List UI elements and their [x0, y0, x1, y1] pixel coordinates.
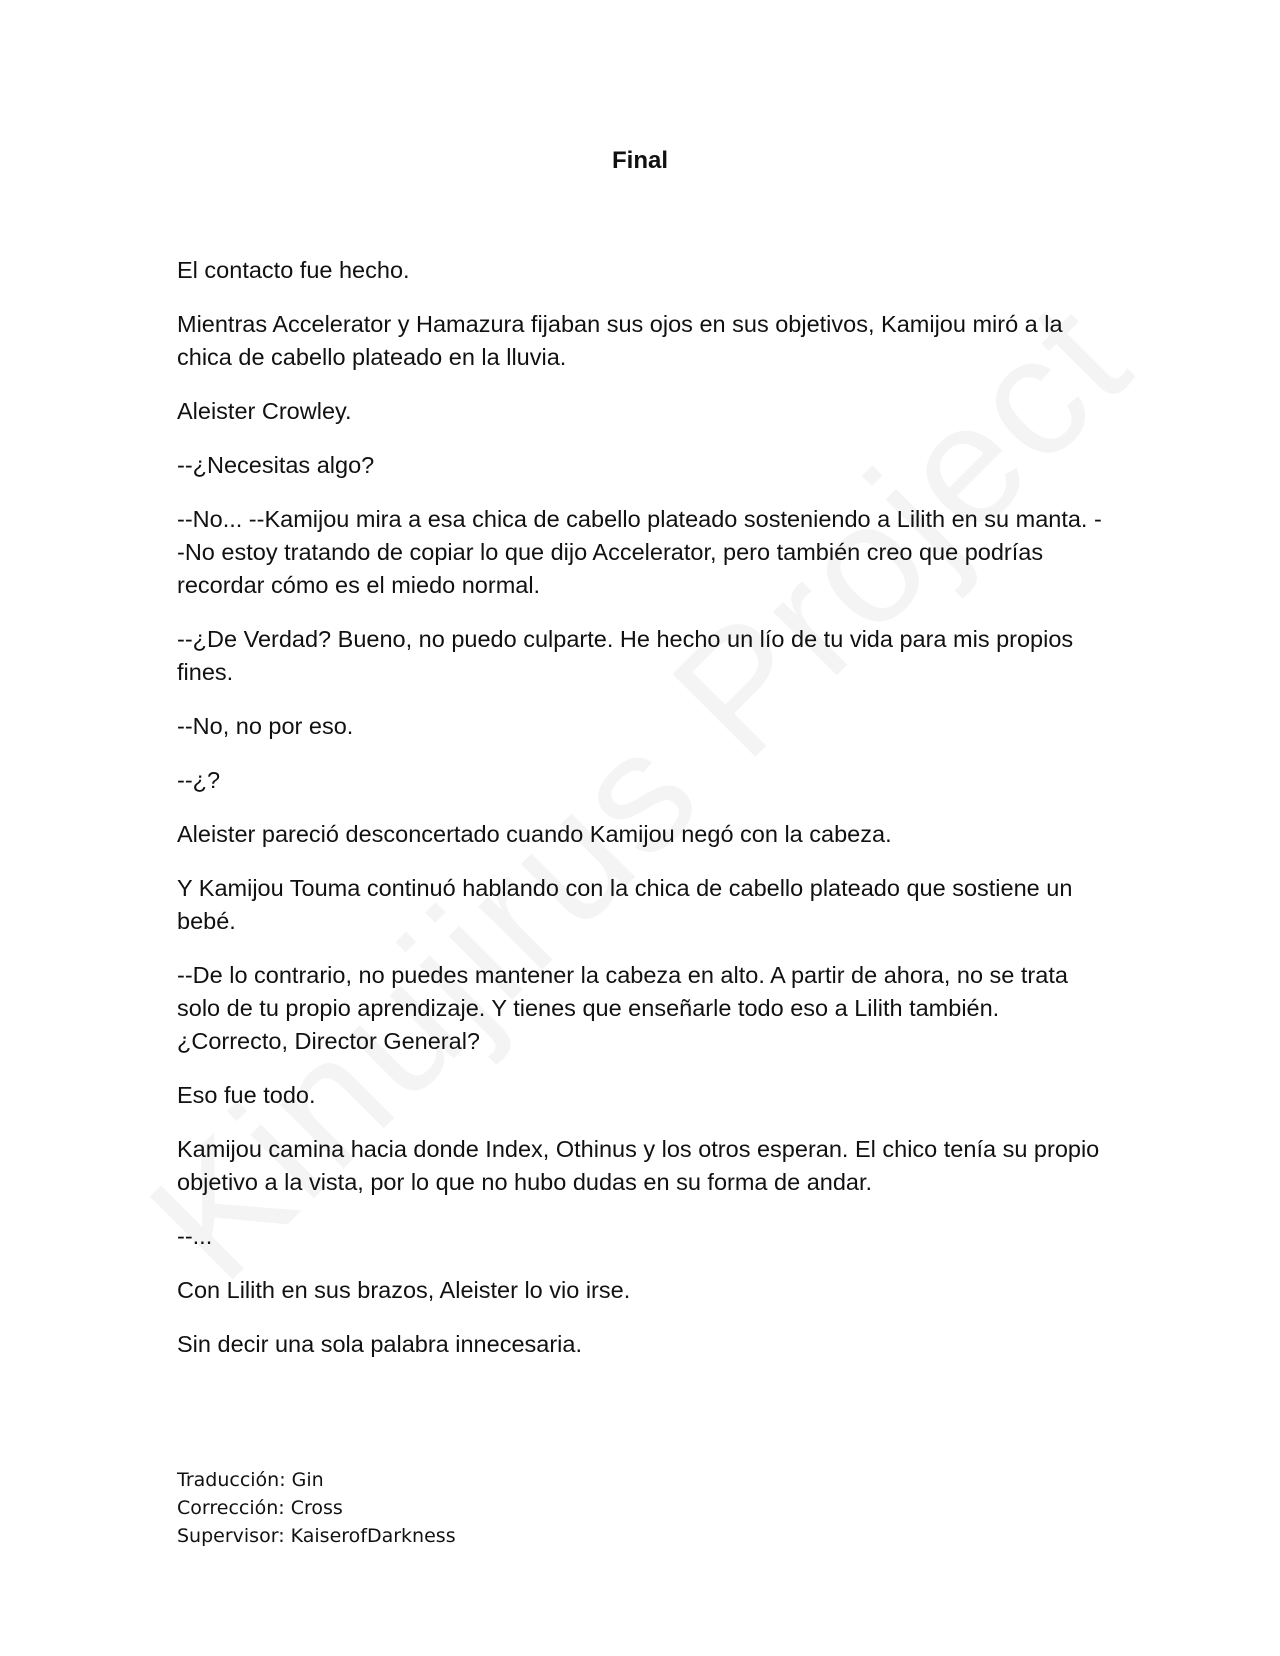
paragraph: Aleister Crowley. — [177, 398, 352, 424]
credit-correction: Corrección: Cross — [177, 1497, 343, 1519]
paragraph: --¿De Verdad? Bueno, no puedo culparte. He hecho un lío de tu vida para mis propios fines. — [177, 626, 1074, 685]
document-body — [177, 254, 1107, 1382]
credit-supervisor: Supervisor: KaiserofDarkness — [177, 1525, 456, 1547]
paragraph: --¿? — [177, 767, 221, 793]
paragraph: Eso fue todo. — [177, 1082, 316, 1108]
paragraph: --De lo contrario, no puedes mantener la cabeza en alto. A partir de ahora, no se trata solo de tu propio aprendizaje. Y tienes que enseñarle todo eso a Lilith también. ¿Correcto, Director General? — [177, 962, 1068, 1054]
paragraph: Sin decir una sola palabra innecesaria. — [177, 1331, 582, 1357]
paragraph: Kamijou camina hacia donde Index, Othinus y los otros esperan. El chico tenía su propio objetivo a la vista, por lo que no hubo dudas en su forma de andar. — [177, 1136, 1100, 1195]
paragraph: Con Lilith en sus brazos, Aleister lo vio irse. — [177, 1277, 631, 1303]
paragraph: Aleister pareció desconcertado cuando Kamijou negó con la cabeza. — [177, 821, 892, 847]
credit-translation: Traducción: Gin — [177, 1469, 324, 1491]
paragraph: Mientras Accelerator y Hamazura fijaban sus ojos en sus objetivos, Kamijou miró a la chica de cabello plateado en la lluvia. — [177, 311, 1063, 370]
paragraph: --No... --Kamijou mira a esa chica de cabello plateado sosteniendo a Lilith en su manta. --No estoy tratando de copiar lo que dijo Accelerator, pero también creo que podrías recordar cómo es el miedo normal. — [177, 506, 1102, 598]
paragraph: --... — [177, 1223, 213, 1249]
paragraph: El contacto fue hecho. — [177, 257, 410, 283]
paragraph: --¿Necesitas algo? — [177, 452, 375, 478]
paragraph: --No, no por eso. — [177, 713, 354, 739]
credits-block — [177, 1466, 456, 1550]
paragraph: Y Kamijou Touma continuó hablando con la chica de cabello plateado que sostiene un bebé. — [177, 875, 1073, 934]
page-title: Final — [611, 147, 668, 174]
